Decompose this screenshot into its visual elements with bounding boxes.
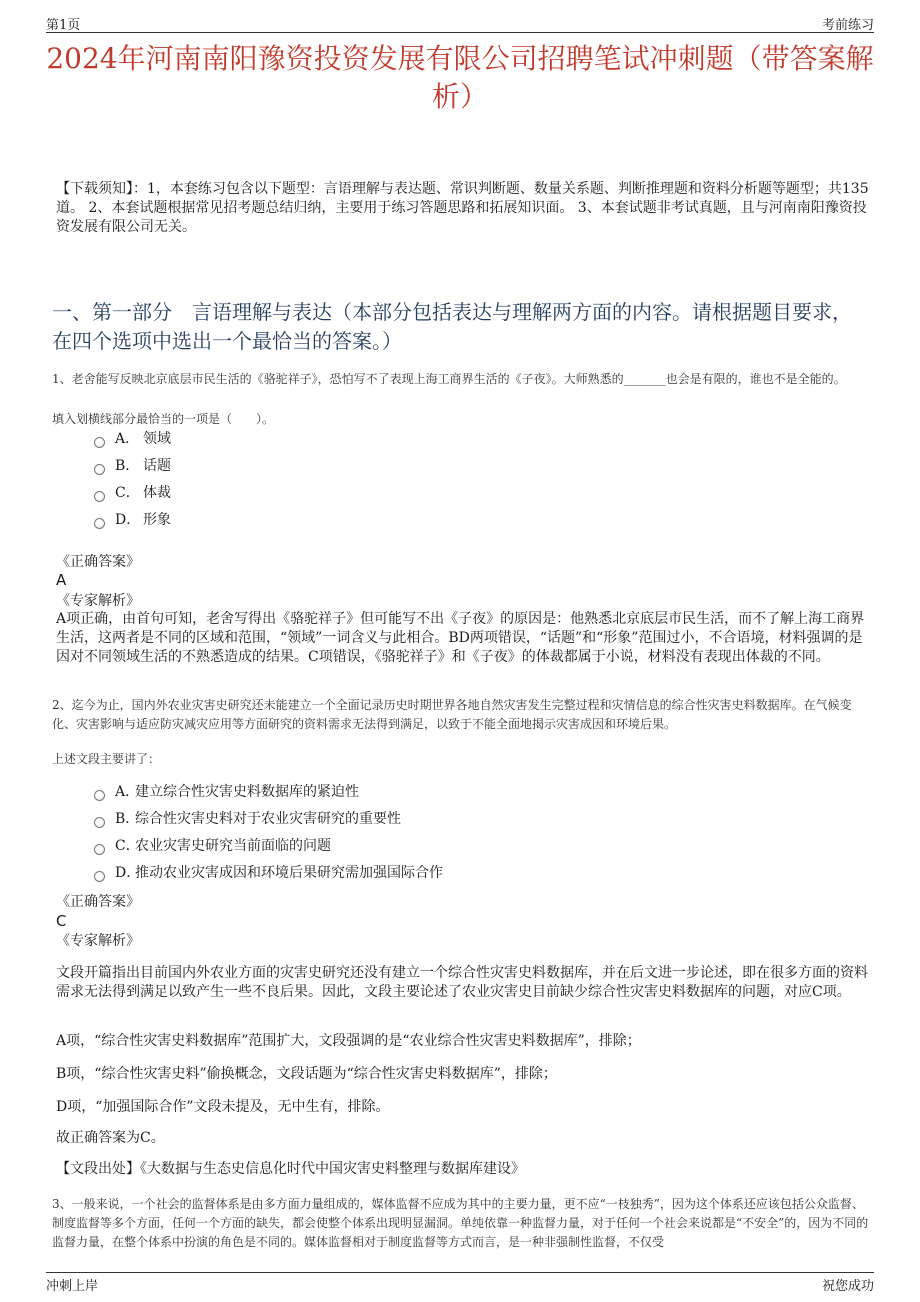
option-text: 农业灾害史研究当前面临的问题	[135, 838, 331, 854]
option-letter: A．	[115, 784, 140, 800]
option-text: 综合性灾害史料对于农业灾害研究的重要性	[135, 811, 401, 827]
document-title: 2024年河南南阳豫资投资发展有限公司招聘笔试冲刺题（带答案解析）	[46, 42, 874, 113]
page-header	[46, 14, 874, 33]
option-letter: B．	[115, 458, 140, 474]
radio-icon[interactable]	[94, 491, 105, 502]
radio-icon[interactable]	[94, 437, 105, 448]
radio-icon[interactable]	[94, 844, 105, 855]
option-text: 建立综合性灾害史料数据库的紧迫性	[135, 784, 359, 800]
correct-answer-label: 《正确答案》	[56, 554, 140, 570]
question-1-option-c[interactable]	[94, 483, 171, 503]
option-text: 话题	[143, 458, 171, 474]
question-2-analysis-b: B项，“综合性灾害史料”偷换概念，文段话题为“综合性灾害史料数据库”，排除；	[56, 1066, 557, 1082]
section-heading: 一、第一部分 言语理解与表达（本部分包括表达与理解两方面的内容。请根据题目要求，在四个选项中选出一个最恰当的答案。）	[52, 300, 852, 353]
option-text: 形象	[143, 512, 171, 528]
option-letter: D．	[115, 512, 141, 528]
question-2-prompt: 上述文段主要讲了：	[52, 752, 161, 766]
option-letter: C．	[115, 838, 140, 854]
option-text: 领域	[143, 431, 171, 447]
question-2-analysis-main: 文段开篇指出目前国内外农业方面的灾害史研究还没有建立一个综合性灾害史料数据库，并在后文进一步论述，即在很多方面的资料需求无法得到满足以致产生一些不良后果。因此，文段主要论述了农业灾害史目前缺少综合性灾害史料数据库的问题，对应C项。	[56, 965, 868, 1000]
question-2-option-b[interactable]	[94, 809, 401, 829]
question-1-option-a[interactable]	[94, 429, 171, 449]
option-text: 体裁	[143, 485, 171, 501]
radio-icon[interactable]	[94, 518, 105, 529]
page-number: 第1页	[46, 18, 81, 33]
correct-answer-label: 《正确答案》	[56, 894, 140, 910]
question-2-conclusion: 故正确答案为C。	[56, 1130, 165, 1146]
radio-icon[interactable]	[94, 817, 105, 828]
question-2-option-d[interactable]	[94, 863, 443, 883]
radio-icon[interactable]	[94, 790, 105, 801]
analysis-label: 《专家解析》	[56, 593, 140, 609]
footer-left-text: 冲刺上岸	[46, 1279, 99, 1294]
question-2-option-a[interactable]	[94, 782, 359, 802]
question-2-analysis-d: D项，“加强国际合作”文段未提及，无中生有，排除。	[56, 1099, 390, 1115]
question-2-answer: C	[56, 912, 67, 930]
option-letter: A．	[115, 431, 140, 447]
footer-right-text: 祝您成功	[821, 1279, 874, 1294]
question-2-option-c[interactable]	[94, 836, 331, 856]
question-2-analysis-a: A项，“综合性灾害史料数据库”范围扩大，文段强调的是“农业综合性灾害史料数据库”，排除；	[56, 1033, 641, 1049]
radio-icon[interactable]	[94, 871, 105, 882]
question-2-source: 【文段出处】《大数据与生态史信息化时代中国灾害史料整理与数据库建设》	[56, 1161, 525, 1177]
question-2-text: 2、迄今为止，国内外农业灾害史研究还未能建立一个全面记录历史时期世界各地自然灾害发生完整过程和灾情信息的综合性灾害史料数据库。在气候变化、灾害影响与适应防灾减灾应用等方面研究的资料需求无法得到满足，以致于不能全面地揭示灾害成因和环境后果。	[52, 698, 852, 731]
question-1-option-d[interactable]	[94, 510, 171, 530]
question-3-text: 3、一般来说，一个社会的监督体系是由多方面力量组成的，媒体监督不应成为其中的主要力量，更不应“一枝独秀”，因为这个体系还应该包括公众监督、制度监督等多个方面，任何一个方面的缺失，都会使整个体系出现明显漏洞。单纯依靠一种监督力量，对于任何一个社会来说都是“不安全”的，因为不同的监督力量，在整个体系中扮演的角色是不同的。媒体监督相对于制度监督等方式而言，是一种非强制性监督，不仅受	[52, 1197, 869, 1249]
question-1-answer: A	[56, 571, 67, 589]
radio-icon[interactable]	[94, 464, 105, 475]
analysis-label: 《专家解析》	[56, 933, 140, 949]
header-tag: 考前练习	[821, 18, 874, 33]
question-1-option-b[interactable]	[94, 456, 171, 476]
download-notice: 【下载须知】：1，本套练习包含以下题型：言语理解与表达题、常识判断题、数量关系题、判断推理题和资料分析题等题型；共135道。 2、本套试题根据常见招考题总结归纳，主要用于练习答题思路和拓展知识面。 3、本套试题非考试真题，且与河南南阳豫资投资发展有限公司无关。	[56, 181, 869, 235]
option-text: 推动农业灾害成因和环境后果研究需加强国际合作	[135, 865, 443, 881]
question-1-analysis: A项正确，由首句可知，老舍写得出《骆驼祥子》但可能写不出《子夜》的原因是：他熟悉北京底层市民生活，而不了解上海工商界生活，这两者是不同的区域和范围，“领域”一词含义与此相合。BD两项错误，“话题”和“形象”范围过小，不合语境，材料强调的是因对不同领域生活的不熟悉造成的结果。C项错误，《骆驼祥子》和《子夜》的体裁都属于小说，材料没有表现出体裁的不同。	[56, 611, 865, 665]
question-1-prompt: 填入划横线部分最恰当的一项是（ ）。	[52, 412, 275, 426]
question-1-text: 1、老舍能写反映北京底层市民生活的《骆驼祥子》，恐怕写不了表现上海工商界生活的《子夜》。大师熟悉的_______也会是有限的，谁也不是全能的。	[52, 372, 846, 386]
page-footer	[46, 1272, 874, 1293]
option-letter: B．	[115, 811, 140, 827]
option-letter: C．	[115, 485, 140, 501]
option-letter: D．	[115, 865, 141, 881]
